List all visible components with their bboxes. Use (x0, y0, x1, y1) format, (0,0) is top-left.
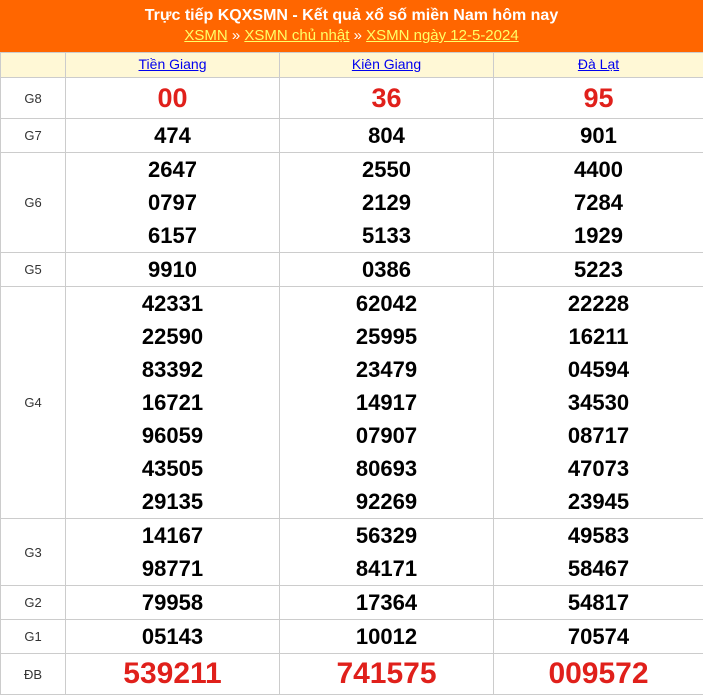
prize-number: 741575 (336, 657, 437, 690)
breadcrumb-xsmn-date-link[interactable]: XSMN ngày 12-5-2024 (366, 27, 519, 44)
prize-row-db (1, 654, 703, 695)
prize-cell (66, 287, 280, 519)
prize-cell (66, 78, 280, 119)
prize-cell (280, 153, 494, 253)
prize-cell (494, 153, 703, 253)
prize-cell (494, 620, 703, 654)
prize-number: 80693 (355, 456, 418, 481)
prize-number: 23479 (355, 357, 418, 382)
prize-number: 9910 (148, 257, 197, 282)
prize-number: 0797 (148, 190, 197, 215)
prize-label: G6 (1, 153, 66, 253)
prize-label: G8 (1, 78, 66, 119)
prize-row-g8 (1, 78, 703, 119)
prize-cell (66, 586, 280, 620)
prize-number: 16721 (141, 390, 204, 415)
prize-cell (494, 586, 703, 620)
prize-number: 2550 (362, 157, 411, 182)
prize-number: 00 (157, 82, 188, 113)
prize-number: 009572 (548, 657, 649, 690)
prize-label: G2 (1, 586, 66, 620)
province-header-cell (66, 53, 280, 78)
prize-number: 47073 (567, 456, 630, 481)
prize-number: 5133 (362, 223, 411, 248)
prize-cell (280, 519, 494, 586)
prize-cell (66, 519, 280, 586)
prize-cell (66, 620, 280, 654)
prize-number: 0386 (362, 257, 411, 282)
prize-number: 29135 (141, 489, 204, 514)
prize-number: 49583 (567, 523, 630, 548)
prize-cell (66, 153, 280, 253)
prize-number: 7284 (574, 190, 623, 215)
prize-number: 95 (583, 82, 614, 113)
province-link-tien-giang[interactable]: Tiền Giang (138, 56, 207, 72)
prize-number: 14167 (141, 523, 204, 548)
prize-label: G3 (1, 519, 66, 586)
prize-number: 36 (371, 82, 402, 113)
prize-number: 6157 (148, 223, 197, 248)
province-header-cell (280, 53, 494, 78)
province-link-da-lat[interactable]: Đà Lạt (577, 56, 620, 72)
prize-cell (280, 586, 494, 620)
prize-number: 539211 (123, 657, 222, 690)
prize-row-g6 (1, 153, 703, 253)
prize-number: 23945 (567, 489, 630, 514)
breadcrumb-separator: » (231, 27, 241, 44)
prize-row-g2 (1, 586, 703, 620)
prize-cell (494, 119, 703, 153)
prize-number: 22228 (567, 291, 630, 316)
prize-cell (280, 78, 494, 119)
prize-number: 54817 (567, 590, 630, 615)
prize-cell (66, 654, 280, 695)
prize-row-g3 (1, 519, 703, 586)
prize-number: 42331 (141, 291, 204, 316)
prize-number: 2129 (362, 190, 411, 215)
prize-cell (280, 620, 494, 654)
prize-label: G1 (1, 620, 66, 654)
prize-cell (280, 119, 494, 153)
prize-label: G5 (1, 253, 66, 287)
results-header (0, 0, 703, 52)
prize-cell (66, 119, 280, 153)
prize-number: 804 (368, 123, 405, 148)
prize-number: 5223 (574, 257, 623, 282)
prize-row-g1 (1, 620, 703, 654)
prize-cell (494, 78, 703, 119)
prize-number: 58467 (567, 556, 630, 581)
prize-cell (494, 287, 703, 519)
prize-number: 05143 (141, 624, 204, 649)
prize-number: 1929 (574, 223, 623, 248)
prize-label: G4 (1, 287, 66, 519)
prize-number: 70574 (567, 624, 630, 649)
prize-number: 22590 (141, 324, 204, 349)
prize-number: 08717 (567, 423, 630, 448)
breadcrumb-xsmn-sunday-link[interactable]: XSMN chủ nhật (244, 27, 350, 44)
prize-number: 92269 (355, 489, 418, 514)
prize-row-g4 (1, 287, 703, 519)
prize-number: 17364 (355, 590, 418, 615)
prize-cell (494, 654, 703, 695)
prize-number: 83392 (141, 357, 204, 382)
prize-number: 43505 (141, 456, 204, 481)
prize-cell (280, 654, 494, 695)
prize-number: 04594 (567, 357, 630, 382)
prize-cell (494, 253, 703, 287)
prize-cell (494, 519, 703, 586)
prize-number: 4400 (574, 157, 623, 182)
prize-number: 10012 (355, 624, 418, 649)
prize-number: 2647 (148, 157, 197, 182)
prize-number: 96059 (141, 423, 204, 448)
prize-number: 16211 (568, 324, 629, 349)
prize-number: 56329 (355, 523, 418, 548)
prize-cell (66, 253, 280, 287)
results-table (0, 52, 703, 695)
prize-cell (280, 287, 494, 519)
province-header-cell (494, 53, 703, 78)
prize-rows (1, 78, 703, 695)
province-link-kien-giang[interactable]: Kiên Giang (351, 56, 422, 72)
page-title: Trực tiếp KQXSMN - Kết quả xổ số miền Nam hôm nay (144, 7, 559, 24)
prize-number: 474 (154, 123, 191, 148)
prize-number: 98771 (141, 556, 204, 581)
prize-cell (280, 253, 494, 287)
prize-label: ĐB (1, 654, 66, 695)
prize-number: 14917 (355, 390, 418, 415)
prize-number: 07907 (355, 423, 418, 448)
breadcrumb-separator: » (353, 27, 362, 44)
prize-number: 79958 (141, 590, 204, 615)
prize-number: 901 (580, 123, 617, 148)
breadcrumb-xsmn-link[interactable]: XSMN (184, 27, 228, 44)
prize-row-g7 (1, 119, 703, 153)
header-corner-cell (1, 53, 66, 78)
prize-number: 25995 (355, 324, 418, 349)
prize-number: 62042 (355, 291, 418, 316)
prize-number: 34530 (567, 390, 630, 415)
prize-row-g5 (1, 253, 703, 287)
prize-label: G7 (1, 119, 66, 153)
province-header-row (1, 53, 703, 78)
prize-number: 84171 (355, 556, 418, 581)
breadcrumb (0, 26, 703, 46)
